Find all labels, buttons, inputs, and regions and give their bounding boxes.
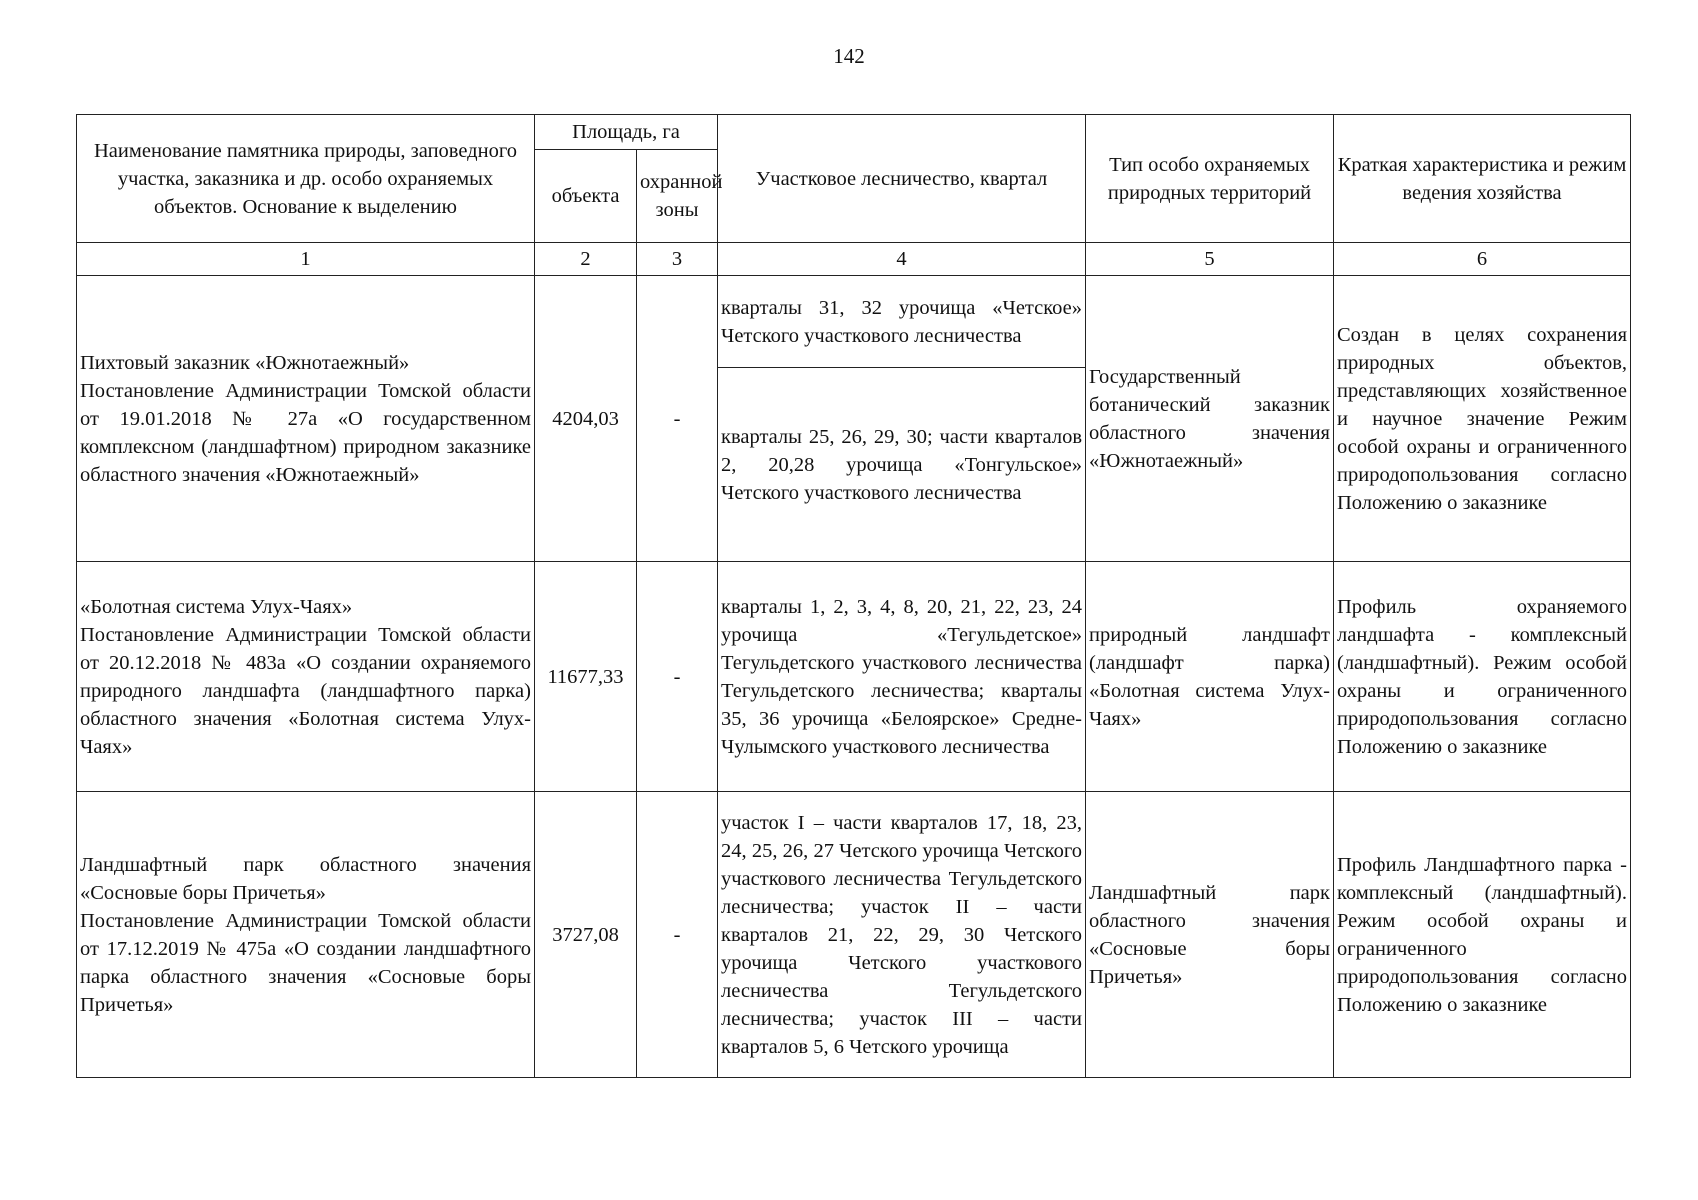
area-object-cell: 11677,33 <box>535 562 637 792</box>
object-basis: Постановление Администрации Томской области от 17.12.2019 № 475а «О создании ландшафтного парка областного значения «Сосновые боры Причетья» <box>80 909 531 1016</box>
column-number-4: 4 <box>718 243 1086 276</box>
header-area-object: объекта <box>535 150 637 243</box>
header-name-basis: Наименование памятника природы, заповедного участка, заказника и др. особо охраняемых объектов. Основание к выделению <box>77 115 535 243</box>
forestry-cell: участок I – части кварталов 17, 18, 23, 24, 25, 26, 27 Четского урочища Четского участкового лесничества Тегульдетского лесничества; участок II – части кварталов 21, 22, 29, 30 Четского урочища Четского участкового лесничества Тегульдетского лесничества; участок III – части кварталов 5, 6 Четского урочища <box>718 792 1086 1078</box>
header-area-zone: охранной зоны <box>637 150 718 243</box>
header-forestry: Участковое лесничество, квартал <box>718 115 1086 243</box>
area-object-cell: 4204,03 <box>535 276 637 562</box>
page-number: 142 <box>833 44 865 68</box>
type-cell: Государственный ботанический заказник областного значения «Южнотаежный» <box>1086 276 1334 562</box>
protected-areas-table <box>76 114 1631 1078</box>
type-cell: Ландшафтный парк областного значения «Сосновые боры Причетья» <box>1086 792 1334 1078</box>
forestry-cell: кварталы 1, 2, 3, 4, 8, 20, 21, 22, 23, 24 урочища «Тегульдетское» Тегульдетского участкового лесничества Тегульдетского лесничества; кварталы 35, 36 урочища «Белоярское» Средне-Чулымского участкового лесничества <box>718 562 1086 792</box>
characteristic-cell: Создан в целях сохранения природных объектов, представляющих хозяйственное и научное значение Режим особой охраны и ограниченного природопользования согласно Положению о заказнике <box>1334 276 1631 562</box>
forestry-cell: кварталы 31, 32 урочища «Четское» Четского участкового лесничества <box>718 276 1086 368</box>
header-characteristic: Краткая характеристика и режим ведения хозяйства <box>1334 115 1631 243</box>
name-basis-cell <box>77 792 535 1078</box>
type-cell: природный ландшафт (ландшафт парка) «Болотная система Улух-Чаях» <box>1086 562 1334 792</box>
forestry-cell: кварталы 25, 26, 29, 30; части кварталов 2, 20,28 урочища «Тонгульское» Четского участкового лесничества <box>718 368 1086 562</box>
column-number-5: 5 <box>1086 243 1334 276</box>
object-name: Ландшафтный парк областного значения «Сосновые боры Причетья» <box>80 853 531 904</box>
area-zone-cell: - <box>637 792 718 1078</box>
table-row <box>77 792 1631 1078</box>
object-name: Пихтовый заказник «Южнотаежный» <box>80 351 410 374</box>
characteristic-cell: Профиль охраняемого ландшафта - комплексный (ландшафтный). Режим особой охраны и ограниченного природопользования согласно Положению о заказнике <box>1334 562 1631 792</box>
column-number-1: 1 <box>77 243 535 276</box>
name-basis-cell <box>77 276 535 562</box>
characteristic-cell: Профиль Ландшафтного парка - комплексный (ландшафтный). Режим особой охраны и ограниченного природопользования согласно Положению о заказнике <box>1334 792 1631 1078</box>
column-number-3: 3 <box>637 243 718 276</box>
header-area-group: Площадь, га <box>535 115 718 150</box>
table-row <box>77 562 1631 792</box>
area-object-cell: 3727,08 <box>535 792 637 1078</box>
object-basis: Постановление Администрации Томской области от 20.12.2018 № 483а «О создании охраняемого природного ландшафта (ландшафтного парка) областного значения «Болотная система Улух-Чаях» <box>80 623 531 758</box>
area-zone-cell: - <box>637 276 718 562</box>
column-number-6: 6 <box>1334 243 1631 276</box>
header-type: Тип особо охраняемых природных территорий <box>1086 115 1334 243</box>
object-name: «Болотная система Улух-Чаях» <box>80 595 353 618</box>
object-basis: Постановление Администрации Томской области от 19.01.2018 № 27а «О государственном комплексном (ландшафтном) природном заказнике областного значения «Южнотаежный» <box>80 379 531 486</box>
table-row <box>77 276 1631 368</box>
area-zone-cell: - <box>637 562 718 792</box>
name-basis-cell <box>77 562 535 792</box>
column-number-2: 2 <box>535 243 637 276</box>
